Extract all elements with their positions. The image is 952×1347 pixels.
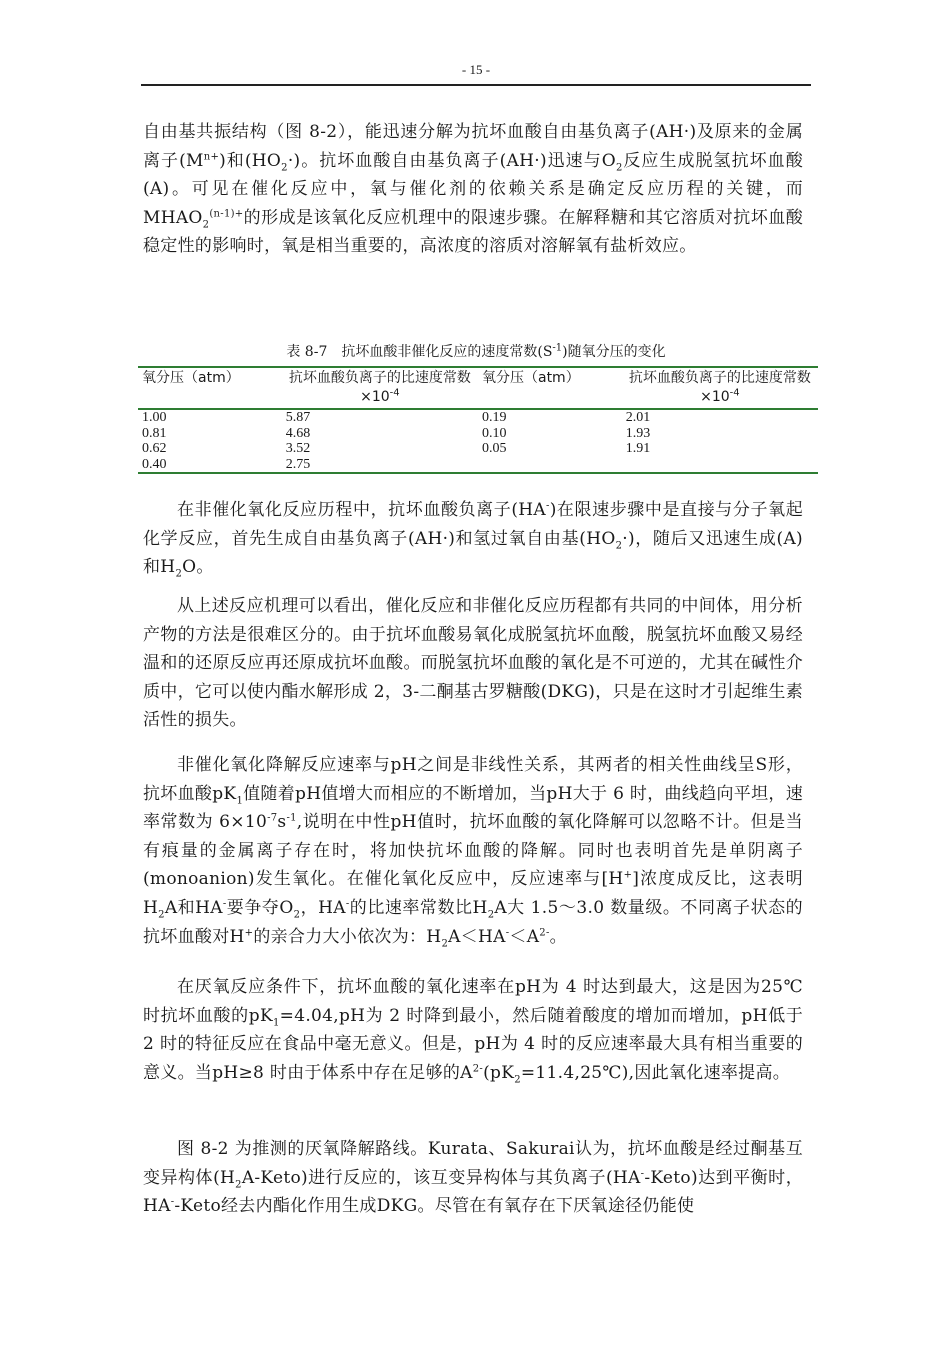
text: ]浓度成反比，这表明H <box>143 869 803 918</box>
subscript: 2 <box>615 539 623 551</box>
column-header: 氧分压（atm） <box>481 370 580 386</box>
subscript: 2 <box>175 568 183 580</box>
table-cell: 1.00 <box>142 410 167 425</box>
text: 的形成是该氧化反应机理中的限速步骤。在解释糖和其它溶质对抗坏血酸稳定性的影响时，氧是相当重要的，高浓度的溶质对溶解氧有盐析效应。 <box>143 207 803 257</box>
paragraph-3: 从上述反应机理可以看出，催化反应和非催化反应历程都有共同的中间体，用分析产物的方法是很难区分的。由于抗坏血酸易氧化成脱氢抗坏血酸，脱氢抗坏血酸又易经温和的还原反应再还原成抗坏血酸。而脱氢抗坏血酸的氧化是不可逆的，尤其在碱性介质中，它可以使内酯水解形成 2，3-二酮基古罗糖酸(DKG)，只是在这时才引起维生素活性的损失。 <box>143 596 803 731</box>
column-header <box>622 367 818 409</box>
superscript: - <box>345 898 350 910</box>
table-cell: 0.05 <box>481 441 507 456</box>
text: -Keto经去内酯化作用生成DKG。尽管在有氧存在下厌氧途径仍能使 <box>174 1196 695 1217</box>
superscript: 2- <box>539 926 550 938</box>
text: 在厌氧反应条件下，抗坏血酸的氧化速率在pH为 4 时达到最大，这是因为25℃时抗坏血酸的pK <box>143 977 803 1026</box>
superscript: -1 <box>552 342 563 354</box>
table-cell: 3.52 <box>285 441 311 456</box>
subscript: 2 <box>487 909 495 921</box>
text: )和(HO <box>219 150 282 171</box>
paragraph-4 <box>143 751 803 951</box>
text: =4.04,pH为 2 时降到最小，然后随着酸度的增加而增加，pH低于 2 时的特征反应在食品中毫无意义。但是，pH为 4 时的反应速率最大具有相当重要的意义。当pH≥8 时由于体系中存在足够的A <box>143 1005 803 1083</box>
text: ，HA <box>300 897 346 918</box>
header-rule <box>141 84 811 86</box>
text: )在限速步骤中是直接与分子氧起化学反应，首先生成自由基负离子(AH·)和氢过氧自由基(HO <box>143 500 803 549</box>
table-cell: 1.93 <box>625 425 651 441</box>
superscript: - <box>505 926 510 938</box>
text: 。 <box>549 926 567 947</box>
text: 图 8-2 为推测的厌氧降解路线。Kurata、Sakurai认为，抗坏血酸是经过酮基互变异构体(H <box>143 1139 803 1188</box>
table-row <box>138 409 818 426</box>
subscript: 2 <box>235 1178 242 1190</box>
superscript: -1 <box>286 812 297 824</box>
text: =11.4,25℃),因此氧化速率提高。 <box>520 1062 791 1083</box>
superscript: n+ <box>203 150 220 162</box>
text: A-Keto)进行反应的，该互变异构体与其负离子(HA <box>241 1167 641 1188</box>
table-cell: 2.01 <box>625 410 651 425</box>
superscript: + <box>623 869 633 881</box>
table-cell: 5.87 <box>285 410 311 425</box>
text: s <box>277 812 287 833</box>
text: 非催化氧化降解反应速率与pH之间是非线性关系，其两者的相关性曲线呈S形，抗坏血酸pK <box>143 755 803 804</box>
subscript: 2 <box>158 909 165 921</box>
superscript: (n-1)+ <box>209 208 244 220</box>
text: O。 <box>182 557 214 578</box>
superscript: - <box>640 1167 645 1179</box>
text: -Keto)达到平衡时，HA <box>143 1167 803 1217</box>
table-cell <box>478 457 622 474</box>
table-cell: 0.40 <box>142 456 167 472</box>
table-cell: 1.91 <box>625 441 651 456</box>
paragraph-6 <box>143 1135 803 1221</box>
table-cell: 2.75 <box>285 456 311 472</box>
page-number: - 15 - <box>461 62 491 77</box>
text: ,说明在中性pH值时，抗坏血酸的氧化降解可以忽略不计。但是当有痕量的金属离子存在时，将加快抗坏血酸的降解。同时也表明首先是单阴离子(monoanion)发生氧化。在催化氧化反应中，反应速率与[H <box>143 812 803 890</box>
table-cell: 0.10 <box>481 425 507 441</box>
superscript: -4 <box>389 387 400 399</box>
text: 在非催化氧化反应历程中，抗坏血酸负离子(HA <box>177 500 546 520</box>
text: ＜A <box>509 926 540 947</box>
text: 的比速率常数比H <box>349 897 488 918</box>
text: 值随着pH值增大而相应的不断增加，当pH大于 6 时，曲线趋向平坦，速率常数为 6×10 <box>143 783 803 833</box>
text: ·)。抗坏血酸自由基负离子(AH·)迅速与O <box>287 150 616 171</box>
superscript: -4 <box>729 387 740 399</box>
paragraph-1 <box>143 118 803 261</box>
header-text: 抗坏血酸负离子的比速度常数×10 <box>628 370 811 405</box>
subscript: 2 <box>514 1074 521 1086</box>
data-table <box>138 366 818 474</box>
superscript: -7 <box>267 812 278 824</box>
caption-text: )随氧分压的变化 <box>562 344 666 360</box>
table-row <box>138 441 818 457</box>
paragraph-2 <box>143 496 803 582</box>
subscript: 2 <box>293 909 301 921</box>
text: 自由基共振结构（图 8-2），能迅速分解为抗坏血酸自由基负离子(AH·)及原来的金属离子(M <box>143 122 803 171</box>
column-header: 氧分压（atm） <box>142 370 240 386</box>
text: 反应生成脱氢抗坏血酸(A)。可见在催化反应中，氧与催化剂的依赖关系是确定反应历程的关键，而MHAO <box>143 150 804 228</box>
superscript: - <box>546 500 550 512</box>
table-cell: 0.62 <box>142 441 167 456</box>
superscript: - <box>170 1196 175 1208</box>
superscript: + <box>244 926 254 938</box>
subscript: 2 <box>615 161 623 173</box>
subscript: 1 <box>272 1016 280 1028</box>
text: A和HA <box>164 897 223 918</box>
text: A大 1.5～3.0 数量级。不同离子状态的抗坏血酸对H <box>143 897 803 947</box>
table-row <box>138 426 818 442</box>
table-cell: 0.19 <box>481 410 507 425</box>
subscript: 2 <box>202 219 210 231</box>
table-cell: 0.81 <box>142 425 167 441</box>
text: A＜HA <box>448 926 506 947</box>
table-caption <box>141 341 811 361</box>
superscript: 2- <box>472 1063 484 1075</box>
text: 要争夺O <box>226 897 294 918</box>
text: ·)，随后又迅速生成(A)和H <box>143 528 803 578</box>
table-cell: 4.68 <box>285 425 311 441</box>
paragraph-5 <box>143 973 803 1087</box>
text: 的亲合力大小依次为：H <box>253 926 442 947</box>
table-row <box>138 457 818 474</box>
table-cell <box>622 457 818 474</box>
table-header-row <box>138 367 818 409</box>
header-text: 抗坏血酸负离子的比速度常数×10 <box>288 370 471 405</box>
subscript: 2 <box>441 937 449 949</box>
superscript: - <box>222 898 227 910</box>
subscript: 1 <box>236 794 244 806</box>
caption-text: 表 8-7 抗坏血酸非催化反应的速度常数(S <box>286 344 553 360</box>
subscript: 2 <box>281 161 288 173</box>
text: (pK <box>483 1062 515 1083</box>
column-header <box>282 367 478 409</box>
